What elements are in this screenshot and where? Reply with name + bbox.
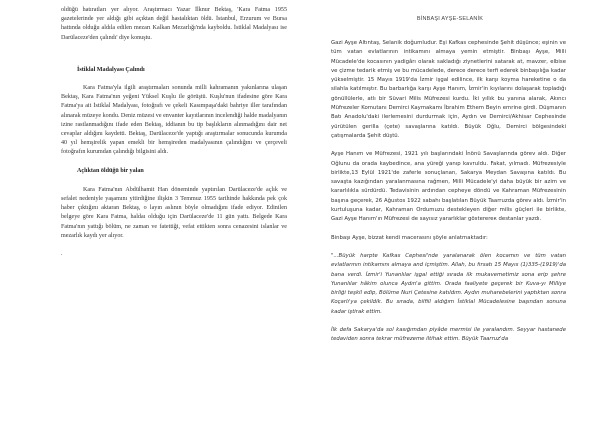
quote-paragraph: İlk defa Sakarya'da sol kasığımdan piyâde mermisi ile yaralandım. Seyyar hastanede tedaviden sonra tekrar müfrezeme iltihak ettim. Büyük Taarruz'da bbox=[331, 327, 566, 343]
page-header: BİNBAŞI AYŞE-SELANİK bbox=[416, 16, 484, 22]
left-paragraph: Kara Fatma'yla ilgili araştırmaları sonunda milli kahramanın yakınlarına ulaşan Bektaş, Kara Fatma'nın yeğeni Yüksel Kuşlu ile görüştü. Kuşlu'nun ifadesine göre Kara Fatma'ya ait İstiklal Madalyası, fotoğrafı ve çekeli Kasımpaşa'daki bahriye iller tarafından alınarak müzeye kondu. Deniz müzesi ve envanter kayıtlarının incelendiği halde madalyanın izine rastlanmadığını ifade eden Bektaş, iddianın bu tip başlıkların alınmadığını dair net cevaplar aldığını kaydetti. Bektaş, Darülaceze'de yaptığı araştırmalar sonucunda kurumda 40 yıl hemşirelik yapan emekli bir hemşireden madalyasının çalındığını ve çerçeveli fotoğrafın kurumdan çalındığı bilgisini aldı. bbox=[61, 85, 287, 156]
right-paragraph: Gazi Ayşe Altıntaş, Selanik doğumludur. Eşi Kafkas cephesinde Şehit düşünce; eşinin ve tüm vatan evlatlarının intikamını almaya yemin etmiştir. Binbaşı Ayşe, Milli Mücadele'de kocasının yadigârı olarak sakladığı ziynetlerini satarak at, mavzer, elbise ve çizme tedarik etmiş ve bu mücadelede, derece derece terfi ederek binbaşılığa kadar yükselmiştir. 15 Mayıs 1919'da İzmir işgal edilince, ilk karşı koyma hareketine o da silahla katılmıştır. Bu barbarlığa karşı Ayşe Hanım, İzmir'in kıyılarını dolaşarak topladığı gönüllülerle, atlı bir Süvari Milis Müfrezesi kurdu. İki yıllık bu yanına alarak, Akıncı Müfrezeler Komutanı Demirci Kaymakamı İbrahim Ethem Beyin emrine girdi. Düşmanın Batı Anadolu'daki ilerlemesini durdurmak için, Aydın ve Demirci/Akhisar Cephesinde yürütülen gerilla (çete) savaşlarına katıldı. Büyük Oğlu, Demirci bölgesindeki çatışmalarda Şehit düştü. bbox=[331, 40, 566, 139]
quote-paragraph: "...Büyük harpte Kafkas Cephesi'nde yaralanarak ölen kocamın ve tüm vatan evlatlarının intikamını almaya and içmiştim. Allah, bu fırsatı 15 Mayıs (1)335-(1919)'da bana verdi. İzmir'i Yunanlılar işgal ettiği sırada ilk mukavemetimiz sona erip şehre Yunanlılar hâkim olunca Aydın'a gittim. Orada faaliyete geçerek bir Kuva-yı Milliye birliği teşkil edip, Bölüme Nuri Çetesine katıldım. Aydın muharebelerini yaptıktan sonra Koçarlı'ya çekildik. Bu sırada, bilfiil aldığım İstiklal Mücadelesine başından sonuna kadar iştirak ettim. bbox=[331, 252, 566, 315]
left-paragraph: oldüğü hatıratları yer alıyor. Araştırmacı Yazar İlknur Bektaş, 'Kara Fatma 1955 gazetelerinde yer aldığı gibi açıktan değil hastalıktan öldü. İstanbul, Erzurum ve Bursa hattında olduğu aldıla edilen mezarı Kalkan Mezarlığı'nda kayboldu. İstiklal Madalyası ise Darülaceze'den çalındı' diye konuştu. bbox=[61, 7, 287, 41]
section-heading: Açlıktan öldüğü bir yalan bbox=[77, 167, 144, 174]
right-text-column bbox=[331, 39, 566, 345]
left-paragraph: . bbox=[61, 251, 63, 258]
right-page bbox=[300, 0, 600, 424]
section-heading: İstiklal Madalyası Çalındı bbox=[77, 66, 145, 73]
left-text-column bbox=[61, 6, 287, 259]
right-paragraph: Ayşe Hanım ve Müfrezesi, 1921 yılı başlarındaki İnönü Savaşlarında görev aldı. Diğer Oğlunu da orada kaybedince, ana yüreği yanıp kavruldu. Fakat, yılmadı. Müfrezesiyle birlikte,13 Eylül 1921'de zaferle sonuçlanan, Sakarya Meydan Savaşına katıldı. Bu savaşta kazığından yaralanmasına rağmen, Milli Mücadele'yi daha büyük bir azim ve kararlılıkla sürdürdü. Tedavisinin ardından cepheye döndü ve Kahraman Müfrezesinin başına geçerek, 26 Ağustos 1922 sabahı başlatılan Büyük Taarruzda görev aldı. İzmir'in kurtuluşuna kadar, Kahraman Ordumuzu destekleyen diğer milis güçleri ile birlikte, Gazi Ayşe Hanım'ın Müfrezesi de sayısız yararlıklar gösterereк destanlar yazdı. bbox=[331, 151, 566, 223]
right-paragraph: Binbaşı Ayşe, bizzat kendi macerasını şöyle anlatmaktadır: bbox=[331, 234, 488, 241]
left-paragraph: Kara Fatma'nın Abdülhamit Han döneminde yaptırılan Darülaceze'de açlık ve sefalet nedeniyle yaşamını yitirdiğine ilişkin 3 Temmuz 1955 tarihinde hakkında pek çok haber çıktığını aktaran Bektaş, o layın aslının böyle olmadığını ifade ediyor. Edinilen belgeye göre Kara Fatma, haldaı olduğu için Darülaceze'de 11 gün yattı. Belgede Kara Fatma'nın yattığı bölüm, ne zaman ve fatettiği, vefat ettikten sonra cenazesini islanlar ve mezarlık kaydı yer alıyor. bbox=[61, 186, 287, 239]
